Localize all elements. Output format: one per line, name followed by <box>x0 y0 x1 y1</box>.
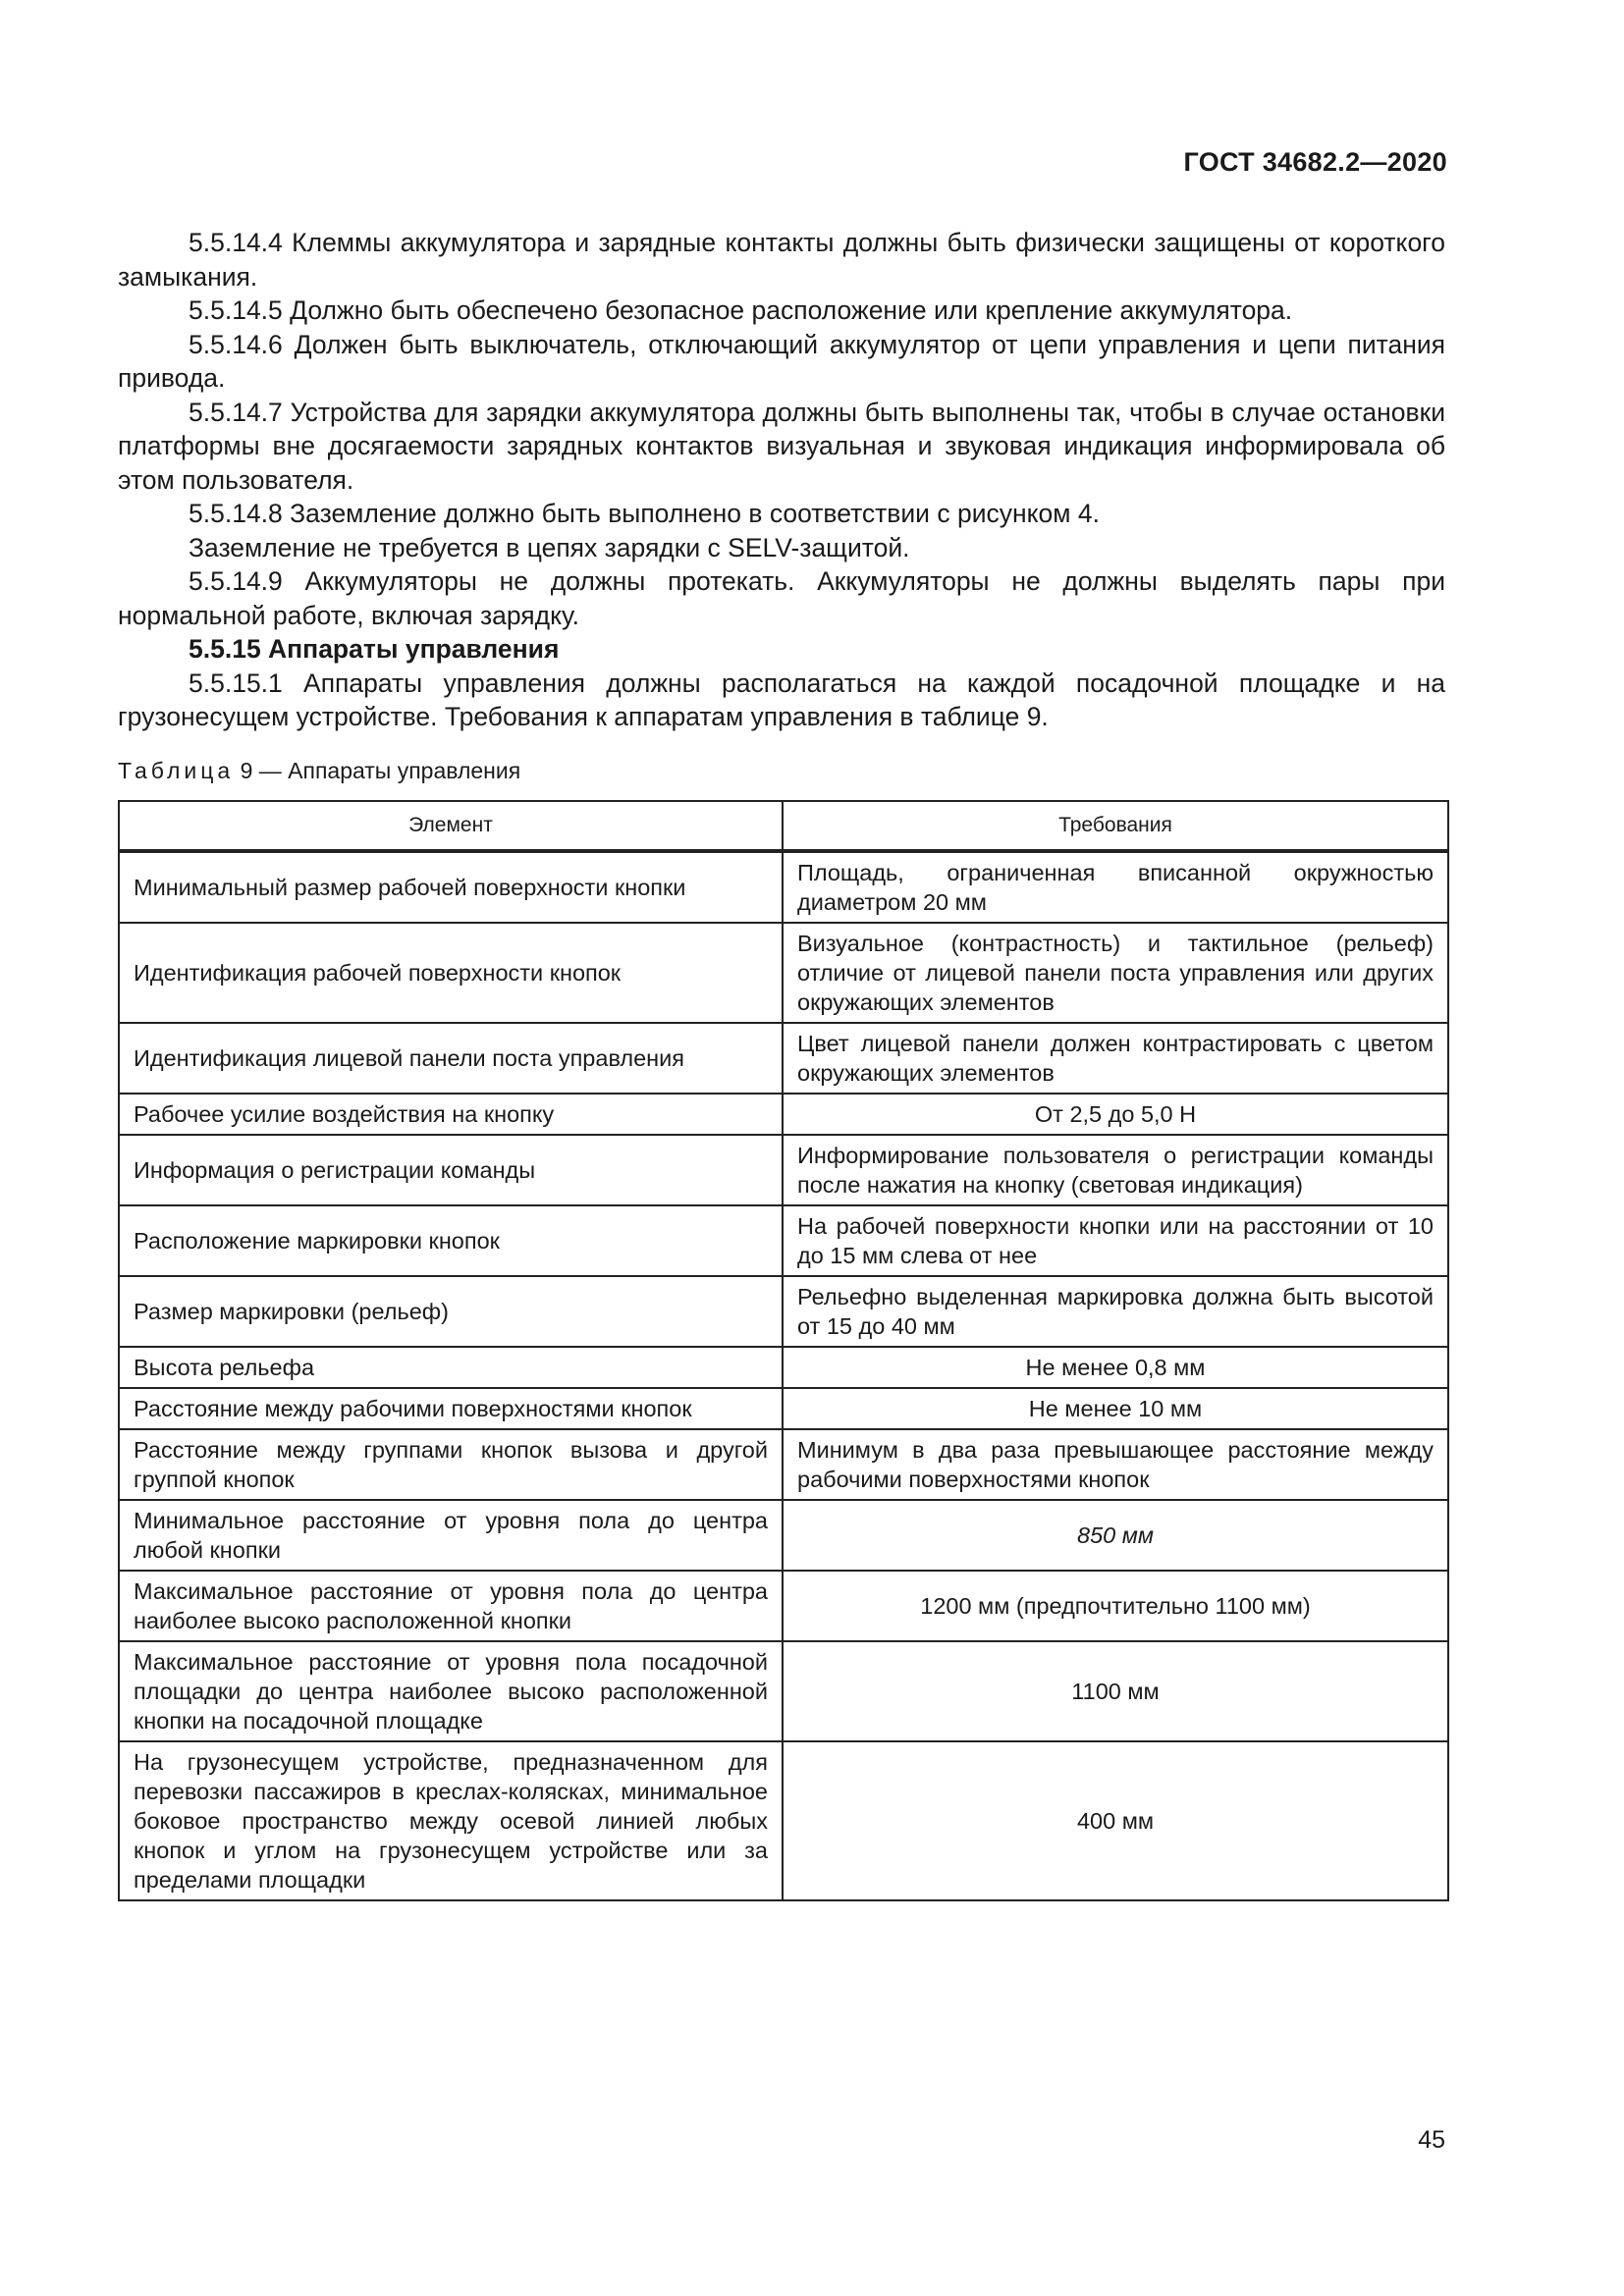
table-row <box>119 1094 1448 1135</box>
cell-element: Максимальное расстояние от уровня пола посадочной площадки до центра наиболее высоко расположенной кнопки на посадочной площадке <box>119 1641 783 1741</box>
paragraph: 5.5.14.8 Заземление должно быть выполнено в соответствии с рисунком 4. <box>189 499 1100 528</box>
table-row <box>119 1135 1448 1205</box>
cell-element: Минимальное расстояние от уровня пола до центра любой кнопки <box>119 1500 783 1571</box>
cell-requirement: Не менее 0,8 мм <box>783 1347 1448 1388</box>
paragraph: 5.5.14.9 Аккумуляторы не должны протекать. Аккумуляторы не должны выделять пары при нормальной работе, включая зарядку. <box>118 566 1445 630</box>
cell-element: Информация о регистрации команды <box>119 1135 783 1205</box>
section-heading: 5.5.15 Аппараты управления <box>189 634 560 664</box>
cell-element: На грузонесущем устройстве, предназначенном для перевозки пассажиров в креслах-колясках, минимальное боковое пространство между осевой линией любых кнопок и углом на грузонесущем устройстве или за пределами площадки <box>119 1741 783 1900</box>
paragraph: Заземление не требуется в цепях зарядки с SELV-защитой. <box>189 532 910 562</box>
cell-element: Высота рельефа <box>119 1347 783 1388</box>
table-row <box>119 1571 1448 1641</box>
table-header-row <box>119 801 1448 851</box>
body-text <box>118 226 1445 734</box>
cell-requirement: На рабочей поверхности кнопки или на расстоянии от 10 до 15 мм слева от нее <box>783 1205 1448 1276</box>
table-row <box>119 1641 1448 1741</box>
cell-element: Рабочее усилие воздействия на кнопку <box>119 1094 783 1135</box>
column-header-requirements: Требования <box>783 801 1448 851</box>
paragraph: 5.5.14.5 Должно быть обеспечено безопасное расположение или крепление аккумулятора. <box>189 295 1293 325</box>
cell-element: Расположение маркировки кнопок <box>119 1205 783 1276</box>
table-row <box>119 1500 1448 1571</box>
table-body <box>119 851 1448 1900</box>
page-number: 45 <box>1418 2126 1445 2154</box>
cell-requirement: Рельефно выделенная маркировка должна быть высотой от 15 до 40 мм <box>783 1276 1448 1347</box>
cell-element: Идентификация рабочей поверхности кнопок <box>119 923 783 1023</box>
paragraph: 5.5.14.4 Клеммы аккумулятора и зарядные контакты должны быть физически защищены от короткого замыкания. <box>118 228 1445 292</box>
table-row <box>119 1741 1448 1900</box>
table-row <box>119 1276 1448 1347</box>
table-row <box>119 1023 1448 1094</box>
cell-element: Минимальный размер рабочей поверхности кнопки <box>119 851 783 923</box>
cell-requirement: Минимум в два раза превышающее расстояние между рабочими поверхностями кнопок <box>783 1429 1448 1500</box>
cell-requirement: 1100 мм <box>783 1641 1448 1741</box>
cell-requirement: Не менее 10 мм <box>783 1388 1448 1429</box>
paragraph: 5.5.15.1 Аппараты управления должны располагаться на каждой посадочной площадке и на грузонесущем устройстве. Требования к аппаратам управления в таблице 9. <box>118 667 1445 731</box>
cell-requirement: 850 мм <box>783 1500 1448 1571</box>
table-caption <box>118 758 520 784</box>
column-header-element: Элемент <box>119 801 783 851</box>
cell-requirement: Цвет лицевой панели должен контрастировать с цветом окружающих элементов <box>783 1023 1448 1094</box>
table-row <box>119 1388 1448 1429</box>
cell-element: Максимальное расстояние от уровня пола до центра наиболее высоко расположенной кнопки <box>119 1571 783 1641</box>
table-row <box>119 1205 1448 1276</box>
cell-requirement: Информирование пользователя о регистрации команды после нажатия на кнопку (световая индикация) <box>783 1135 1448 1205</box>
cell-requirement: 1200 мм (предпочтительно 1100 мм) <box>783 1571 1448 1641</box>
table-row <box>119 851 1448 923</box>
cell-requirement: Площадь, ограниченная вписанной окружностью диаметром 20 мм <box>783 851 1448 923</box>
paragraph: 5.5.14.7 Устройства для зарядки аккумулятора должны быть выполнены так, чтобы в случае остановки платформы вне досягаемости зарядных контактов визуальная и звуковая индикация информировала об этом пользователя. <box>118 397 1445 495</box>
cell-element: Размер маркировки (рельеф) <box>119 1276 783 1347</box>
table-row <box>119 923 1448 1023</box>
table-row <box>119 1429 1448 1500</box>
cell-element: Расстояние между рабочими поверхностями кнопок <box>119 1388 783 1429</box>
cell-element: Идентификация лицевой панели поста управления <box>119 1023 783 1094</box>
cell-requirement: 400 мм <box>783 1741 1448 1900</box>
paragraph: 5.5.14.6 Должен быть выключатель, отключающий аккумулятор от цепи управления и цепи питания привода. <box>118 329 1445 393</box>
table-caption-title: 9 — Аппараты управления <box>240 758 521 783</box>
table-row <box>119 1347 1448 1388</box>
cell-requirement: От 2,5 до 5,0 Н <box>783 1094 1448 1135</box>
table-caption-label: Таблица <box>118 758 235 783</box>
requirements-table <box>118 800 1449 1901</box>
cell-requirement: Визуальное (контрастность) и тактильное (рельеф) отличие от лицевой панели поста управления или других окружающих элементов <box>783 923 1448 1023</box>
cell-element: Расстояние между группами кнопок вызова и другой группой кнопок <box>119 1429 783 1500</box>
standard-header: ГОСТ 34682.2—2020 <box>1183 147 1447 177</box>
